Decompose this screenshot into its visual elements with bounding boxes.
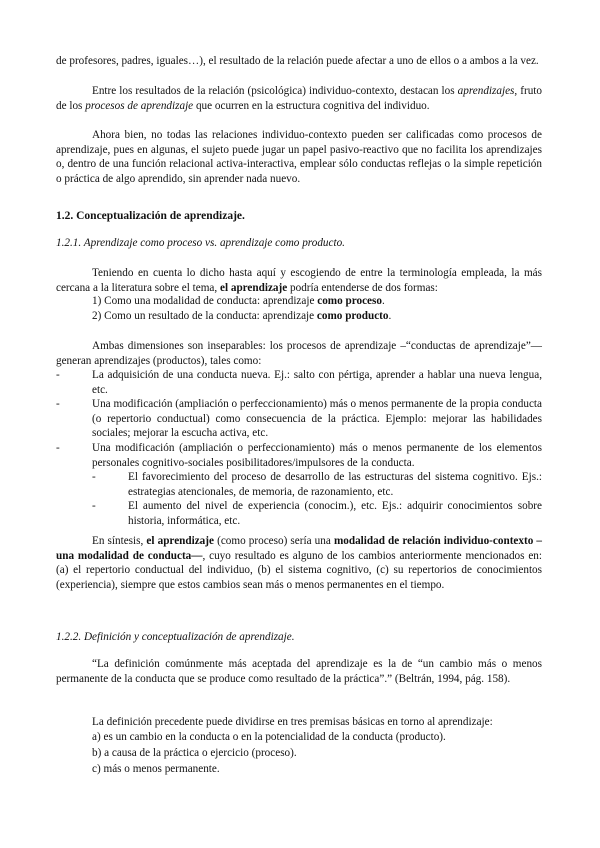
section-heading-1-2: 1.2. Conceptualización de aprendizaje. [56,210,245,222]
form-item [56,309,542,324]
emphasis-aprendizajes: aprendizajes [457,85,515,97]
text: Teniendo en cuenta lo dicho hasta aquí y escogiendo de entre la terminología empleada, la más cercana a la literatura sobre el tema, [56,267,542,294]
bold-term: como proceso [317,295,382,307]
bold-term: el aprendizaje [146,535,214,547]
text: “La definición comúnmente más aceptada del aprendizaje es la de “un cambio más o menos permanente de la conducta que se produce como resultado de la práctica”.” (Beltrán, 1994, pág. 158). [56,658,542,685]
list-item-text: La adquisición de una conducta nueva. Ej.: salto con pértiga, aprender a hablar una nueva lengua, etc. [92,369,542,396]
premise-item: b) a causa de la práctica o ejercicio (proceso). [92,747,297,759]
text: Ahora bien, no todas las relaciones individuo-contexto pueden ser calificadas como procesos de aprendizaje, pues en algunas, el sujeto puede jugar un papel pasivo-reactivo que no facilita los aprendizajes o, dentro de una función relacional activa-interactiva, emplear sólo conductas reflejas o la simple repetición o práctica de algo aprendido, sin aprender nada nuevo. [56,129,542,185]
paragraph-teniendo [56,266,542,295]
sub-list-item [56,499,542,528]
paragraph-sintesis [56,534,542,592]
subsection-heading-1-2-1: 1.2.1. Aprendizaje como proceso vs. aprendizaje como producto. [56,237,345,249]
paragraph-ambas [56,339,542,368]
list-item [56,397,542,441]
premise-item: c) más o menos permanente. [92,763,220,775]
text: , cuyo resultado es alguno de los cambios anteriormente mencionados en: (a) el repertorio conductual del individuo, (b) el sistema cognitivo, (c) su repertorios de conocimientos (experiencia), siempre que estos cambios sean más o menos permanentes en el tiempo. [56,549,543,591]
text: . [381,295,385,307]
dash: - [92,500,96,513]
premise-item: a) es un cambio en la conducta o en la potencialidad de la conducta (producto). [92,731,446,743]
dash: - [56,369,60,381]
paragraph-continuation [56,54,542,69]
text: (como proceso) sería una [213,535,334,547]
list-item [56,441,542,470]
text: que ocurren en la estructura cognitiva del individuo. [193,99,430,112]
text: podría entenderse de dos formas: [287,281,438,294]
text: 1) Como una modalidad de conducta: aprendizaje [92,295,318,307]
form-item [56,294,542,309]
dash: - [56,398,60,411]
text: La definición precedente puede dividirse en tres premisas básicas en torno al aprendizaje: [92,716,493,728]
text: de profesores, padres, iguales…), el resultado de la relación puede afectar a uno de ellos o a ambos a la vez. [56,55,539,67]
paragraph-premisas [56,715,542,730]
paragraph-results [56,84,542,113]
text: , fruto de los [56,85,542,112]
text: 2) Como un resultado de la conducta: aprendizaje [92,310,317,322]
text: En síntesis, [92,535,147,547]
text: . [388,310,392,322]
emphasis-procesos: procesos de aprendizaje [85,99,194,112]
bold-term: el aprendizaje [219,281,288,294]
dash: - [56,441,60,454]
list-item-text: El favorecimiento del proceso de desarrollo de las estructuras del sistema cognitivo. Ejs.: estrategias atencionales, de memoria, de razonamiento, etc. [128,471,542,498]
paragraph-definicion-quote [56,657,542,686]
list-item [56,368,542,397]
paragraph-ahora-bien [56,128,542,186]
list-item-text: Una modificación (ampliación o perfeccionamiento) más o menos permanente de los elementos personales cognitivo-sociales posibilitadores/impulsores de la conducta. [92,441,542,469]
text: Ambas dimensiones son inseparables: los procesos de aprendizaje –“conductas de aprendizaje”— generan aprendizajes (productos), tales como: [56,340,542,367]
bold-term: como producto [316,310,389,322]
bold-term: modalidad de relación individuo-contexto –una modalidad de conducta— [56,535,543,562]
list-item-text: Una modificación (ampliación o perfeccionamiento) más o menos permanente de la propia conducta (o repertorio conductual) como consecuencia de la práctica. Ejemplo: mejorar las habilidades sociales; mejorar la escucha activa, etc. [92,398,542,440]
sub-list-item [56,470,542,499]
list-item-text: El aumento del nivel de experiencia (conocim.), etc. Ejs.: adquirir conocimientos sobre historia, informática, etc. [128,500,542,527]
subsection-heading-1-2-2: 1.2.2. Definición y conceptualización de aprendizaje. [56,631,295,643]
text: Entre los resultados de la relación (psicológica) individuo-contexto, destacan los [92,85,458,97]
dash: - [92,471,96,484]
bullet-list [56,368,542,529]
